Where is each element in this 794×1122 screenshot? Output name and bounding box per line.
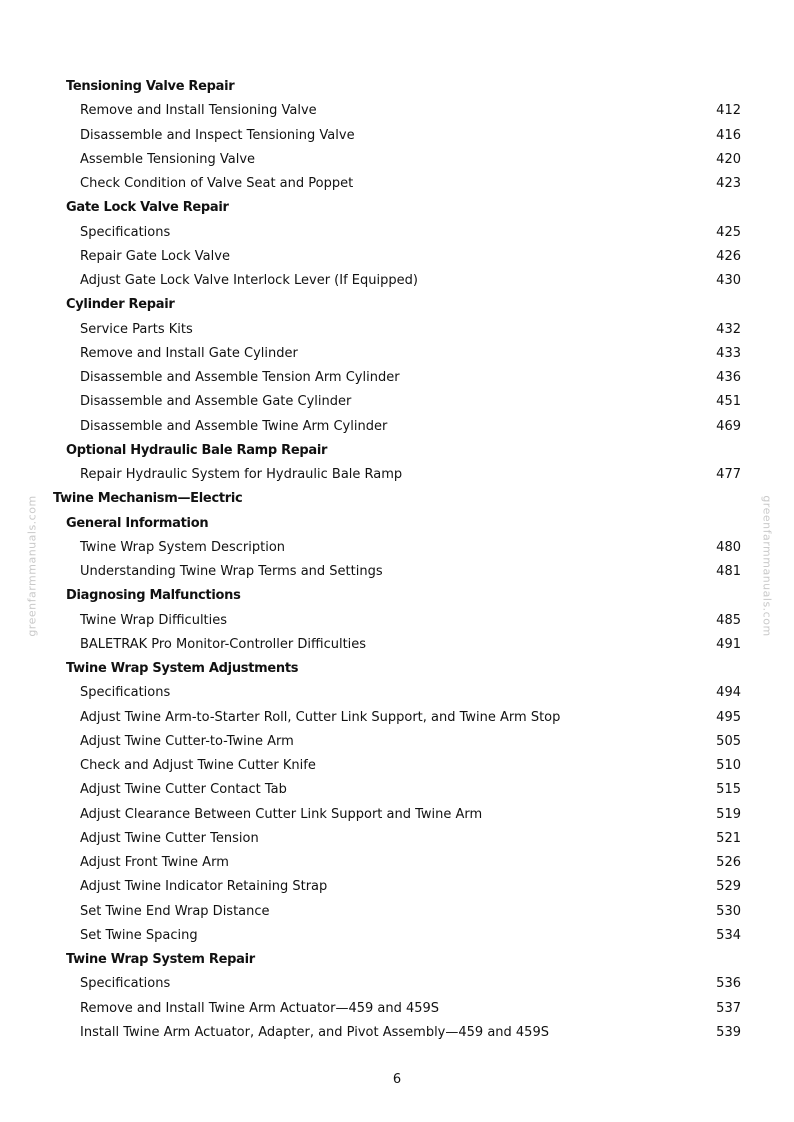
toc-entry[interactable] (0, 851, 794, 875)
toc-entry-page-number: 416 (716, 127, 741, 143)
toc-entry-title: Remove and Install Gate Cylinder (80, 345, 298, 361)
toc-entry[interactable] (0, 245, 794, 269)
toc-entry-page-number: 536 (716, 976, 741, 992)
toc-entry[interactable] (0, 778, 794, 802)
toc-entry[interactable] (0, 972, 794, 996)
toc-entry[interactable] (0, 924, 794, 948)
toc-entry-title: General Information (66, 515, 209, 531)
toc-entry-title: Adjust Twine Cutter Tension (80, 830, 259, 846)
toc-chapter-heading (0, 487, 794, 511)
toc-entry-page-number: 494 (716, 685, 741, 701)
toc-entry-title: Check Condition of Valve Seat and Poppet (80, 176, 354, 191)
toc-entry-title: Disassemble and Assemble Gate Cylinder (80, 394, 352, 410)
toc-entry-title: Set Twine Spacing (80, 927, 198, 943)
toc-entry-title: Adjust Gate Lock Valve Interlock Lever (If Equipped) (80, 273, 418, 288)
toc-entry-page-number: 412 (716, 103, 741, 119)
toc-entry-title: Assemble Tensioning Valve (80, 151, 256, 167)
toc-entry[interactable] (0, 827, 794, 851)
toc-entry-title: Optional Hydraulic Bale Ramp Repair (66, 442, 328, 458)
toc-entry-title: Twine Wrap System Repair (66, 952, 255, 967)
toc-entry-title: Remove and Install Tensioning Valve (80, 103, 317, 119)
toc-entry[interactable] (0, 900, 794, 924)
toc-entry-title: Specifications (80, 224, 171, 240)
toc-entry-page-number: 430 (716, 273, 741, 288)
toc-entry[interactable] (0, 1021, 794, 1045)
toc-entry-page-number: 515 (716, 782, 741, 798)
toc-entry[interactable] (0, 99, 794, 123)
toc-entry-title: Adjust Clearance Between Cutter Link Support and Twine Arm (80, 806, 483, 822)
toc-entry[interactable] (0, 172, 794, 196)
toc-entry-title: Disassemble and Assemble Tension Arm Cylinder (80, 370, 400, 385)
toc-entry-title: Gate Lock Valve Repair (66, 200, 229, 216)
toc-entry-page-number: 432 (716, 321, 741, 337)
toc-entry-title: Tensioning Valve Repair (66, 79, 235, 94)
toc-entry-title: Adjust Twine Arm-to-Starter Roll, Cutter Link Support, and Twine Arm Stop (80, 709, 561, 725)
toc-entry-title: Adjust Twine Cutter-to-Twine Arm (80, 733, 294, 749)
toc-entry-title: Understanding Twine Wrap Terms and Settings (80, 564, 383, 579)
toc-entry-title: Twine Mechanism—Electric (53, 491, 243, 507)
toc-entry-title: Twine Wrap System Description (80, 539, 286, 555)
toc-entry[interactable] (0, 997, 794, 1021)
toc-entry-title: Set Twine End Wrap Distance (80, 903, 270, 919)
toc-entry-title: Service Parts Kits (80, 321, 193, 337)
toc-entry-page-number: 537 (716, 1000, 741, 1016)
toc-entry-page-number: 436 (716, 370, 741, 385)
toc-entry-title: Adjust Front Twine Arm (80, 855, 229, 870)
toc-section-heading (0, 657, 794, 681)
toc-entry-page-number: 534 (716, 927, 741, 943)
toc-entry[interactable] (0, 875, 794, 899)
toc-entry[interactable] (0, 609, 794, 633)
toc-entry-page-number: 469 (716, 418, 741, 434)
toc-entry-title: Diagnosing Malfunctions (66, 588, 241, 604)
toc-entry-page-number: 539 (716, 1024, 741, 1040)
toc-entry-page-number: 521 (716, 830, 741, 846)
toc-entry-page-number: 481 (716, 564, 741, 579)
toc-entry[interactable] (0, 560, 794, 584)
toc-entry-page-number: 526 (716, 855, 741, 870)
toc-entry-page-number: 423 (716, 176, 741, 191)
toc-entry-page-number: 485 (716, 612, 741, 628)
toc-entry-title: Repair Gate Lock Valve (80, 248, 230, 264)
table-of-contents (0, 75, 794, 1045)
toc-entry-title: Twine Wrap Difficulties (80, 612, 228, 628)
toc-section-heading (0, 293, 794, 317)
toc-entry-page-number: 491 (716, 636, 741, 652)
toc-entry-title: Cylinder Repair (66, 297, 175, 313)
toc-entry[interactable] (0, 730, 794, 754)
watermark-right: greenfarmmanuals.com (760, 495, 774, 637)
toc-entry-title: Adjust Twine Indicator Retaining Strap (80, 879, 328, 895)
toc-section-heading (0, 512, 794, 536)
toc-entry-title: Twine Wrap System Adjustments (66, 661, 299, 676)
toc-entry-page-number: 510 (716, 758, 741, 773)
toc-entry-page-number: 480 (716, 539, 741, 555)
toc-section-heading (0, 75, 794, 99)
toc-entry[interactable] (0, 415, 794, 439)
watermark-left: greenfarmmanuals.com (25, 495, 39, 637)
toc-entry-title: Check and Adjust Twine Cutter Knife (80, 758, 316, 773)
toc-entry-page-number: 451 (716, 394, 741, 410)
toc-entry-page-number: 529 (716, 879, 741, 895)
toc-entry[interactable] (0, 366, 794, 390)
toc-section-heading (0, 584, 794, 608)
toc-section-heading (0, 948, 794, 972)
toc-entry[interactable] (0, 390, 794, 414)
toc-entry-title: Disassemble and Assemble Twine Arm Cylinder (80, 418, 388, 434)
toc-entry-page-number: 505 (716, 733, 741, 749)
toc-entry[interactable] (0, 269, 794, 293)
toc-entry-title: Install Twine Arm Actuator, Adapter, and Pivot Assembly—459 and 459S (80, 1024, 549, 1040)
page-number: 6 (392, 1072, 402, 1087)
toc-entry-page-number: 425 (716, 224, 741, 240)
toc-entry-page-number: 530 (716, 903, 741, 919)
toc-entry[interactable] (0, 681, 794, 705)
toc-entry-title: Specifications (80, 976, 171, 992)
toc-entry[interactable] (0, 803, 794, 827)
toc-entry-title: BALETRAK Pro Monitor-Controller Difficulties (80, 636, 367, 652)
toc-entry-title: Specifications (80, 685, 171, 701)
toc-entry-title: Repair Hydraulic System for Hydraulic Bale Ramp (80, 467, 403, 482)
toc-entry[interactable] (0, 536, 794, 560)
toc-entry-page-number: 426 (716, 248, 741, 264)
toc-entry[interactable] (0, 463, 794, 487)
toc-entry[interactable] (0, 706, 794, 730)
toc-section-heading (0, 196, 794, 220)
toc-section-heading (0, 439, 794, 463)
toc-entry[interactable] (0, 342, 794, 366)
toc-entry-title: Disassemble and Inspect Tensioning Valve (80, 127, 355, 143)
toc-entry[interactable] (0, 124, 794, 148)
toc-entry[interactable] (0, 148, 794, 172)
toc-entry[interactable] (0, 318, 794, 342)
toc-entry-page-number: 519 (716, 806, 741, 822)
toc-entry-page-number: 477 (716, 467, 741, 482)
toc-entry[interactable] (0, 754, 794, 778)
toc-entry-title: Remove and Install Twine Arm Actuator—459 and 459S (80, 1000, 440, 1016)
toc-entry-page-number: 420 (716, 151, 741, 167)
toc-entry[interactable] (0, 221, 794, 245)
toc-entry-page-number: 495 (716, 709, 741, 725)
toc-entry[interactable] (0, 633, 794, 657)
toc-entry-title: Adjust Twine Cutter Contact Tab (80, 782, 287, 798)
toc-entry-page-number: 433 (716, 345, 741, 361)
